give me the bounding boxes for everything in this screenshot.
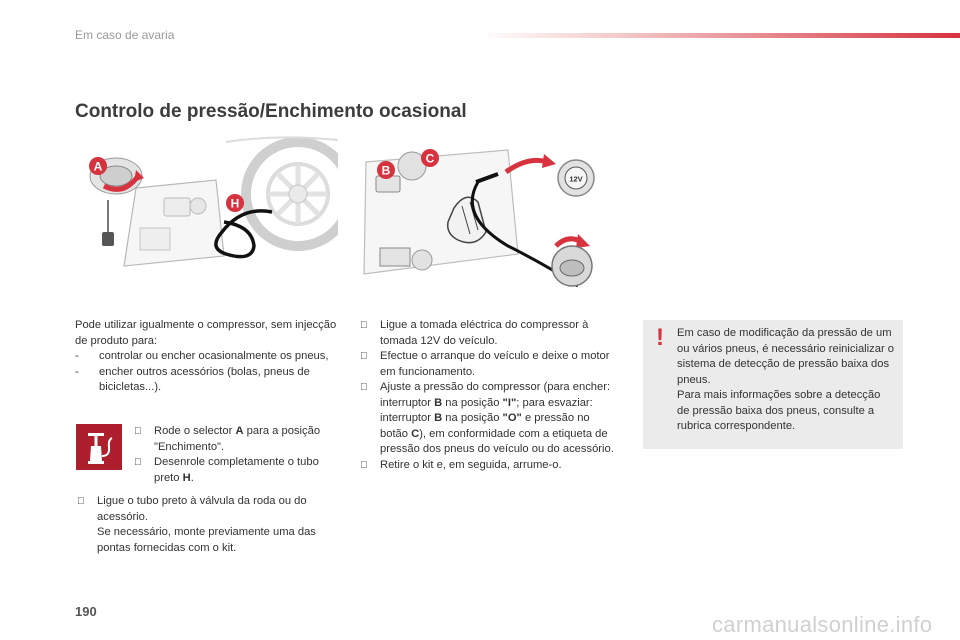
page-title: Controlo de pressão/Enchimento ocasional [75,101,467,122]
step-item: Ligue o tubo preto à válvula da roda ou do acessório. Se necessário, monte previamente uma das pontas fornecidas com o kit. [75,494,343,556]
steps-selector [132,424,342,486]
bullet-mark [360,349,368,365]
intro-item: - encher outros acessórios (bolas, pneus de bicicletas...). [75,365,310,393]
step-item: Desenrole completamente o tubo preto H. [132,455,342,486]
bullet-mark [134,424,142,440]
intro-paragraph [75,318,337,396]
label-A: A [93,159,103,174]
step-item: Ligue a tomada eléctrica do compressor à tomada 12V do veículo. [358,318,620,349]
compressor-socket-drawing [358,136,620,311]
bullet-mark [360,458,368,474]
intro-item: - controlar ou encher ocasionalmente os pneus, [75,349,337,365]
bullet-mark [77,494,85,510]
page-number: 190 [75,604,97,619]
pump-icon [76,424,122,470]
bullet-mark [134,455,142,471]
section-label: Em caso de avaria [75,28,175,42]
header-rule [478,33,960,38]
label-B: B [381,163,391,178]
compressor-illustration-2 [358,136,620,311]
warning-icon: ! [656,324,664,351]
label-C: C [425,151,435,166]
steps-compressor [358,318,620,473]
watermark: carmanualsonline.info [712,612,933,637]
step-item: Ajuste a pressão do compressor (para encher: interruptor B na posição "I"; para esvaziar: interruptor B na posição "O" e pressão no botão C), em conformidade com a etiqueta de pressão dos pneus do veículo ou do acessório. [358,380,620,458]
dash-mark: - [75,365,79,378]
warning-note-text: Em caso de modificação da pressão de um ou vários pneus, é necessário reinicializar o sistema de detecção de pressão baixa dos pneus. Para mais informações sobre a detecção de pressão baixa dos pneus, consulte a rubrica correspondente. [677,327,895,432]
step-item: Retire o kit e, em seguida, arrume-o. [358,458,620,474]
steps-hose [75,494,343,556]
compressor-illustration-1 [76,136,338,286]
step-item: Rode o selector A para a posição "Enchimento". [132,424,342,455]
compressor-hose-drawing [76,136,338,286]
dash-mark: - [75,350,79,362]
bullet-mark [360,318,368,334]
label-12v: 12V [569,174,583,184]
bullet-mark [360,380,368,396]
step-item: Efectue o arranque do veículo e deixe o motor em funcionamento. [358,349,620,380]
warning-note [643,320,903,449]
intro-lead: Pode utilizar igualmente o compressor, sem injecção de produto para: [75,319,337,347]
label-H: H [230,196,240,211]
